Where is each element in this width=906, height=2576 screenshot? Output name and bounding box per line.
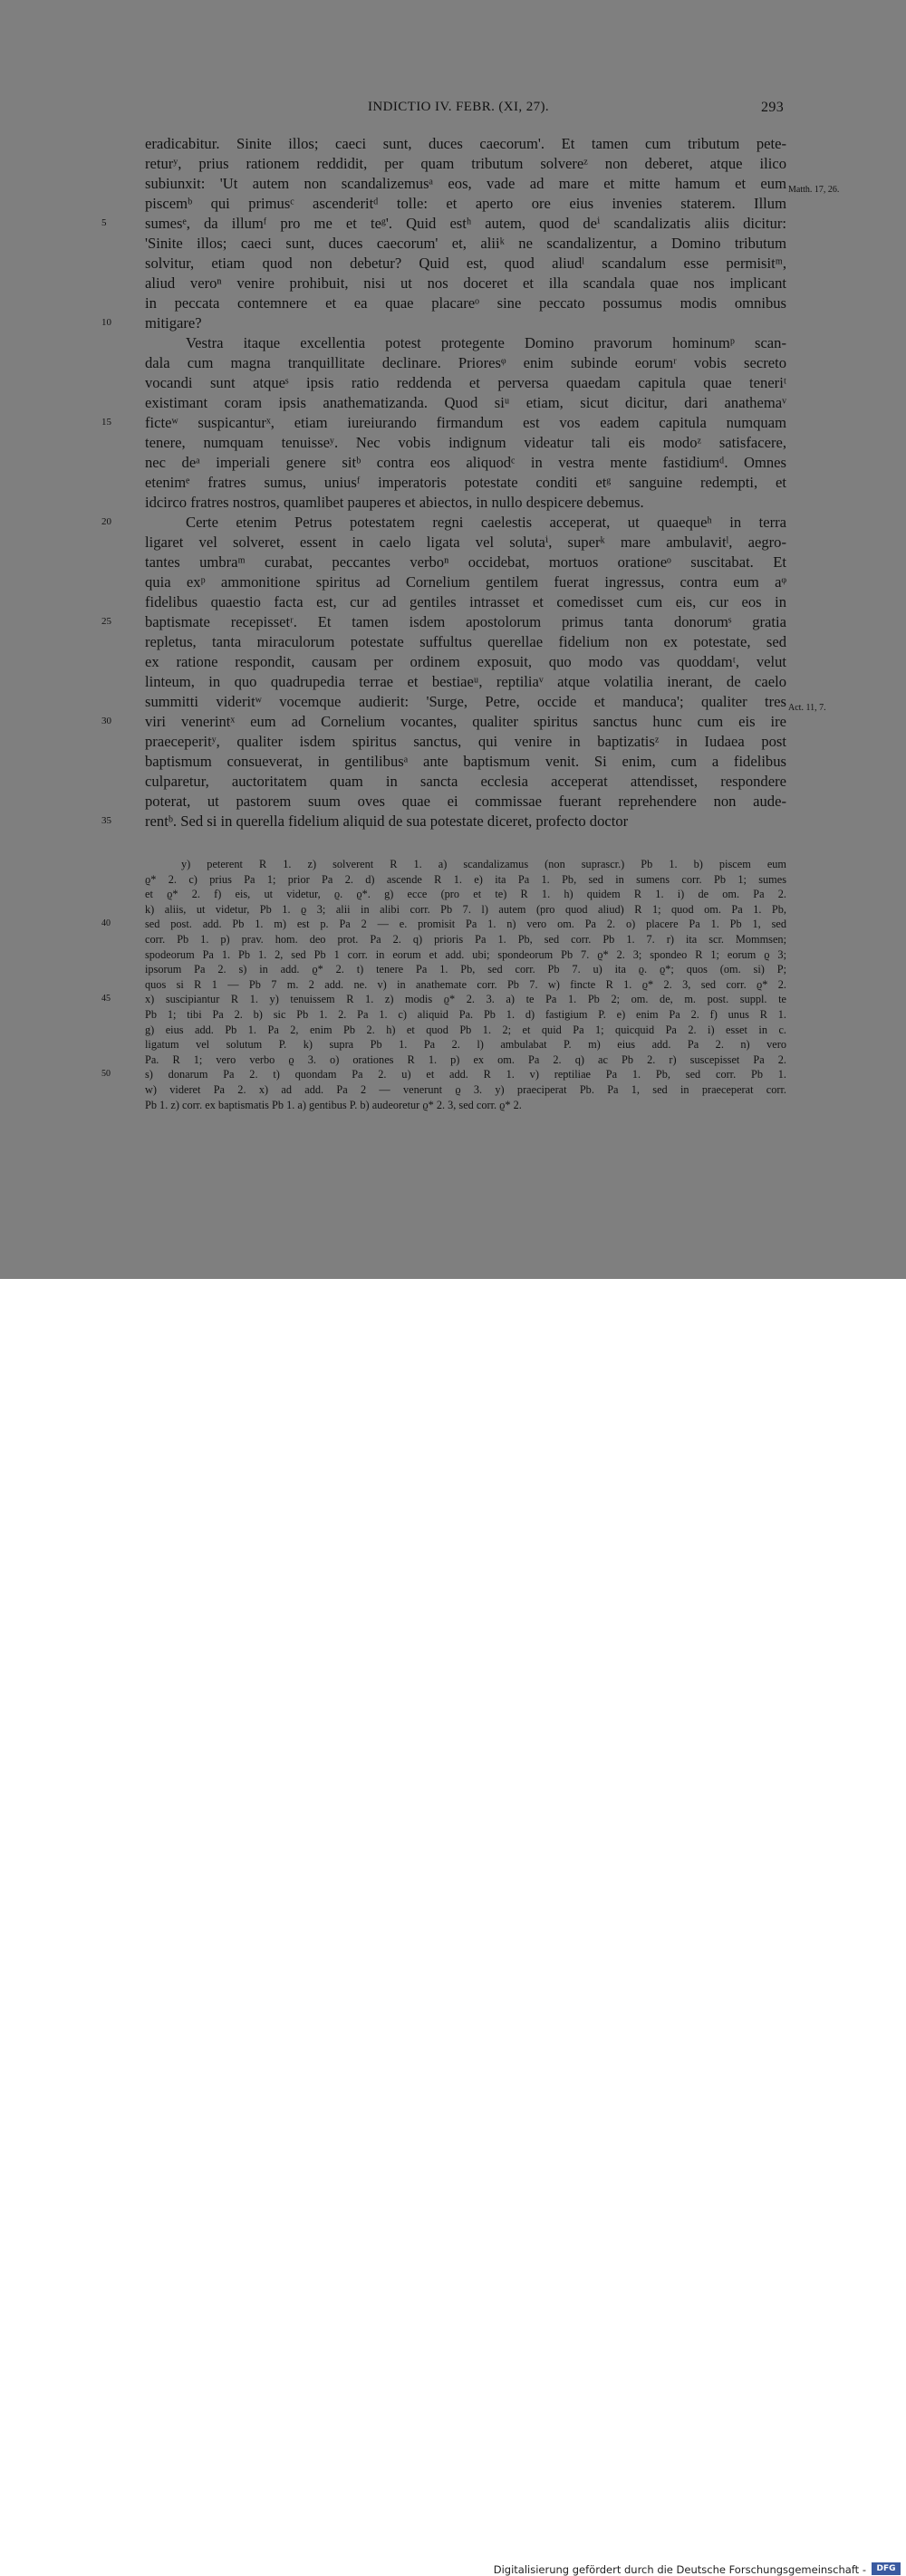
footnote-line-number: 45 (101, 994, 111, 1004)
text-line: returʸ, prius rationem reddidit, per quam tributum solvereᶻ non deberet, atque ilico (145, 155, 786, 172)
footnote-line: Pb 1; tibi Pa 2. b) sic Pb 1. 2. Pa 1. c) aliquid Pa. Pb 1. d) fastigium P. e) enim Pa 2. f) unus R 1. (145, 1008, 786, 1021)
footnote-line: quos si R 1 — Pb 7 m. 2 add. ne. v) in anathemate corr. Pb 7. w) fincte R 1. ϱ* 2. 3, sed corr. ϱ* 2. (145, 977, 786, 991)
line-number: 30 (101, 716, 111, 726)
text-line: in peccata contemnere et ea quae placareᵒ sine peccato possumus modis omnibus (145, 294, 786, 312)
footnote-line: Pb 1. z) corr. ex baptismatis Pb 1. a) gentibus P. b) audeoretur ϱ* 2. 3, sed corr. ϱ* 2. (145, 1098, 522, 1111)
text-line: rentᵇ. Sed si in querella fidelium aliquid de sua potestate diceret, profecto doctor (145, 812, 629, 830)
text-line: solvitur, etiam quod non debetur? Quid est, quod aliudˡ scandalum esse permisitᵐ, (145, 255, 786, 272)
text-line: poterat, ut pastorem suum oves quae ei commissae fuerant reprehendere non aude- (145, 793, 786, 810)
text-line: mitigare? (145, 314, 202, 332)
running-head: INDICTIO IV. FEBR. (XI, 27). (368, 100, 550, 114)
text-line: vocandi sunt atqueˢ ipsis ratio reddenda et perversa quaedam capitula quae teneriᵗ (145, 374, 786, 391)
footnote-line: sed post. add. Pb 1. m) est p. Pa 2 — e. promisit Pa 1. n) vero om. Pa 2. o) placere Pa 1. Pb 1, sed (145, 918, 786, 931)
text-line: sumesᵉ, da illumᶠ pro me et teᵍ'. Quid estʰ autem, quod deⁱ scandalizatis aliis dicitur: (145, 215, 786, 232)
footnote-line-number: 50 (101, 1069, 111, 1080)
text-line: subiunxit: 'Ut autem non scandalizemusᵃ eos, vade ad mare et mitte hamum et eum (145, 175, 786, 192)
text-line: ligaret vel solveret, essent in caelo ligata vel solutaⁱ, superᵏ mare ambulavitˡ, aegro- (145, 533, 786, 551)
text-line: Certe etenim Petrus potestatem regni caelestis acceperat, ut quaequeʰ in terra (186, 514, 786, 531)
line-number: 5 (101, 217, 107, 228)
footer-bar (0, 1279, 906, 2576)
text-line: linteum, in quo quadrupedia terrae et bestiaeᵘ, reptiliaᵛ atque volatilia inerant, de caelo (145, 673, 786, 690)
margin-reference: Act. 11, 7. (788, 703, 826, 713)
footnote-line: s) donarum Pa 2. t) quondam Pa 2. u) et add. R 1. v) reptiliae Pa 1. Pb, sed corr. Pb 1. (145, 1068, 786, 1081)
dfg-logo: DFG (872, 2562, 901, 2575)
text-line: baptismate recepissetʳ. Et tamen isdem apostolorum primus tanta donorumˢ gratia (145, 613, 786, 630)
page-number: 293 (761, 100, 785, 115)
text-line: nec deᵃ imperiali genere sitᵇ contra eos aliquodᶜ in vestra mente fastidiumᵈ. Omnes (145, 454, 786, 471)
scanned-page (0, 0, 906, 1279)
text-line: summitti videritʷ vocemque audierit: 'Surge, Petre, occide et manduca'; qualiter tres (145, 693, 786, 710)
footnote-line: y) peterent R 1. z) solverent R 1. a) scandalizamus (non suprascr.) Pb 1. b) piscem eum (181, 858, 786, 870)
footnote-line: g) eius add. Pb 1. Pa 2, enim Pb 2. h) et quod Pb 1. 2; et quid Pa 1; quicquid Pa 2. i) esset in c. (145, 1023, 786, 1036)
text-line: viri venerintˣ eum ad Cornelium vocantes, qualiter spiritus sanctus hunc cum eis ire (145, 713, 786, 730)
line-number: 15 (101, 417, 111, 428)
text-line: piscemᵇ qui primusᶜ ascenderitᵈ tolle: et aperto ore eius invenies staterem. Illum (145, 195, 786, 212)
footnote-line: ipsorum Pa 2. s) in add. ϱ* 2. t) tenere Pa 1. Pb, sed corr. Pb 7. u) ita ϱ. ϱ*; quos (om. si) P; (145, 963, 786, 976)
text-line: etenimᵉ fratres sumus, uniusᶠ imperatoris potestate conditi etᵍ sanguine redempti, et (145, 474, 786, 491)
text-line: ficteʷ suspicanturˣ, etiam iureiurando firmandum est vos eadem capitula numquam (145, 414, 786, 431)
footnote-line: x) suscipiantur R 1. y) tenuissem R 1. z) modis ϱ* 2. 3. a) te Pa 1. Pb 2; om. de, m. post. suppl. te (145, 993, 786, 1006)
text-line: quia exᵖ ammonitione spiritus ad Cornelium gentilem fuerat ingressus, contra eum aᵠ (145, 573, 786, 591)
margin-reference: Matth. 17, 26. (788, 185, 840, 195)
text-line: Vestra itaque excellentia potest protegente Domino pravorum hominumᵖ scan- (186, 334, 786, 351)
text-line: praeceperitʸ, qualiter isdem spiritus sanctus, qui venire in baptizatisᶻ in Iudaea post (145, 733, 786, 750)
footnote-line: k) aliis, ut videtur, Pb 1. ϱ 3; alii in alibi corr. Pb 7. l) autem (pro quod aliud) R 1; quod om. Pa 1. Pb, (145, 902, 786, 916)
text-line: tantes umbraᵐ curabat, peccantes verboⁿ occidebat, mortuos orationeᵒ suscitabat. Et (145, 553, 786, 571)
line-number: 10 (101, 317, 111, 328)
footnote-line: et ϱ* 2. f) eis, ut videtur, ϱ. ϱ*. g) ecce (pro et te) R 1. h) quidem R 1. i) de om. Pa 2. (145, 888, 786, 901)
footnote-line: spodeorum Pa 1. Pb 1. 2, sed Pb 1 corr. in eorum et add. ubi; spondeorum Pb 7. ϱ* 2. 3; spondeo R 1; eorum ϱ 3; (145, 947, 786, 961)
footnote-line: ϱ* 2. c) prius Pa 1; prior Pa 2. d) ascende R 1. e) ita Pa 1. Pb, sed in sumens corr. Pb 1; sumes (145, 872, 786, 886)
footnote-line: ligatum vel solutum P. k) supra Pb 1. Pa 2. l) ambulabat P. m) eius add. Pa 2. n) vero (145, 1038, 786, 1052)
text-line: eradicabitur. Sinite illos; caeci sunt, duces caecorum'. Et tamen cum tributum pete- (145, 135, 786, 152)
line-number: 35 (101, 815, 111, 826)
text-line: 'Sinite illos; caeci sunt, duces caecorum' et, aliiᵏ ne scandalizentur, a Domino tributum (145, 235, 786, 252)
text-line: aliud veroⁿ venire prohibuit, nisi ut nos doceret et illa scandala quae nos implicant (145, 274, 786, 292)
text-line: idcirco fratres nostros, quamlibet pauperes et abiectos, in nullo despicere debemus. (145, 494, 644, 511)
footnote-line-number: 40 (101, 918, 111, 929)
line-number: 20 (101, 516, 111, 527)
text-line: culparetur, auctoritatem quam in sancta ecclesia acceperat attendisset, respondere (145, 773, 786, 790)
text-line: existimant coram ipsis anathematizanda. Quod siᵘ etiam, sicut dicitur, dari anathemaᵛ (145, 394, 786, 411)
text-line: tenere, numquam tenuisseʸ. Nec vobis indignum videatur tali eis modoᶻ satisfacere, (145, 434, 786, 451)
text-line: fidelibus quaestio facta est, cur ad gentiles intrasset et comedisset cum eis, cur eos in (145, 593, 786, 610)
text-line: repletus, tanta miraculorum potestate suffultus querellae fidelium non ex potestate, sed (145, 633, 786, 650)
text-line: ex ratione respondit, causam per ordinem exposuit, quo modo vas quoddamᵗ, velut (145, 653, 786, 670)
text-line: dala cum magna tranquillitate declinare. Prioresᵠ enim subinde eorumʳ vobis secreto (145, 354, 786, 371)
text-line: baptismum consueverat, in gentilibusᵃ ante baptismum venit. Si enim, cum a fidelibus (145, 753, 786, 770)
footnote-line: w) videret Pa 2. x) ad add. Pa 2 — venerunt ϱ 3. y) praeciperat Pb. Pa 1, sed in praeceperat corr. (145, 1083, 786, 1096)
line-number: 25 (101, 616, 111, 627)
footnote-line: Pa. R 1; vero verbo ϱ 3. o) orationes R 1. p) ex om. Pa 2. q) ac Pb 2. r) suscepisset Pa 2. (145, 1053, 786, 1066)
footnote-line: corr. Pb 1. p) prav. hom. deo prot. Pa 2. q) prioris Pa 1. Pb, sed corr. Pb 1. 7. r) ita scr. Mommsen; (145, 933, 786, 946)
funding-credit: Digitalisierung gefördert durch die Deutsche Forschungsgemeinschaft - (493, 2563, 866, 2576)
